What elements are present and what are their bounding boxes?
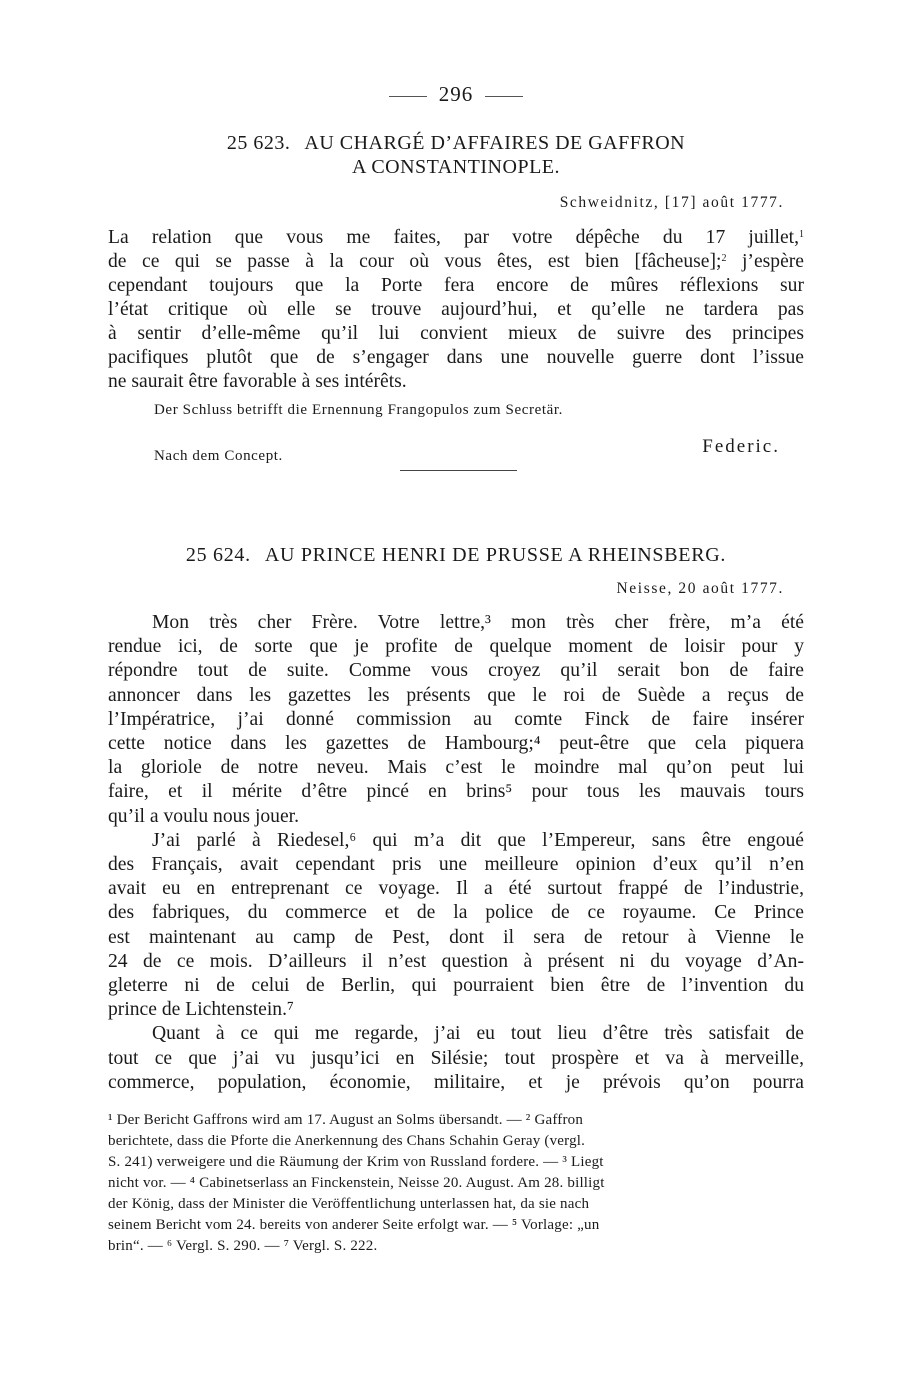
letter2-title-text: AU PRINCE HENRI DE PRUSSE A RHEINSBERG. bbox=[264, 544, 727, 566]
letter1-line-5: à sentir d’elle-même qu’il lui convient mieux de suivre des principes bbox=[108, 323, 804, 344]
footnotes bbox=[108, 1110, 804, 1257]
footnote-ref-2: 2 bbox=[721, 253, 727, 264]
letter2-line: prince de Lichtenstein.⁷ bbox=[108, 999, 294, 1021]
letter1-number: 25 623. bbox=[226, 132, 291, 154]
page-number-dash-left bbox=[389, 96, 427, 97]
letter2-line: répondre tout de suite. Comme vous croyez qu’il serait bon de faire bbox=[108, 660, 804, 682]
letter2-line: est maintenant au camp de Pest, dont il sera de retour à Vienne le bbox=[108, 926, 804, 948]
letter2-line: gleterre ni de celui de Berlin, qui pourraient bien être de l’invention du bbox=[108, 975, 804, 996]
letter2-line: tout ce que j’ai vu jusqu’ici en Silésie; tout prospère et va à merveille, bbox=[108, 1047, 804, 1069]
letter2-dateline: Neisse, 20 août 1777. bbox=[616, 580, 784, 597]
footnote-line: brin“. — ⁶ Vergl. S. 290. — ⁷ Vergl. S. 222. bbox=[108, 1238, 378, 1254]
letter2-line: annoncer dans les gazettes les présents que le roi de Suède a reçus de bbox=[108, 684, 804, 706]
letter2-line: rendue ici, de sorte que je profite de quelque moment de loisir pour y bbox=[108, 636, 804, 658]
letter1-note: Der Schluss betrifft die Ernennung Frangopulos zum Secretär. bbox=[154, 402, 563, 418]
letter1-source: Nach dem Concept. bbox=[154, 448, 283, 464]
letter2-line: Mon très cher Frère. Votre lettre,³ mon très cher frère, m’a été bbox=[152, 612, 804, 633]
page-number-text: 296 bbox=[438, 82, 474, 106]
page-number bbox=[108, 82, 804, 107]
footnote-line: nicht vor. — ⁴ Cabinetserlass an Finckenstein, Neisse 20. August. Am 28. billigt bbox=[108, 1175, 605, 1191]
footnote-line: S. 241) verweigere und die Räumung der Krim von Russland fordere. — ³ Liegt bbox=[108, 1154, 604, 1170]
letter2-line: Quant à ce qui me regarde, j’ai eu tout lieu d’être très satisfait de bbox=[152, 1023, 804, 1045]
letter2-line: des fabriques, du commerce et de la police de ce royaume. Ce Prince bbox=[108, 902, 804, 924]
letter2-line: des Français, avait cependant pris une meilleure opinion d’eux qu’il n’en bbox=[108, 854, 804, 875]
letter2-line: cette notice dans les gazettes de Hambourg;⁴ peut-être que cela piquera bbox=[108, 733, 804, 754]
letter1-dateline: Schweidnitz, [17] août 1777. bbox=[559, 194, 784, 211]
letter1-line-7: ne saurait être favorable à ses intérêts. bbox=[108, 371, 407, 392]
letter1-line-6: pacifiques plutôt que de s’engager dans une nouvelle guerre dont l’issue bbox=[108, 347, 804, 368]
letter1-line-2-tail: j’espère bbox=[741, 251, 804, 272]
letter1-title-line2: A CONSTANTINOPLE. bbox=[351, 156, 560, 178]
letter2-line: commerce, population, économie, militaire, et je prévois qu’on pourra bbox=[108, 1071, 804, 1093]
letter2-line: faire, et il mérite d’être pincé en brins⁵ pour tous les mauvais tours bbox=[108, 781, 804, 803]
letter2-line: la gloriole de notre neveu. Mais c’est le moindre mal qu’on peut lui bbox=[108, 757, 804, 779]
letter2-title bbox=[108, 543, 804, 567]
footnote-line: ¹ Der Bericht Gaffrons wird am 17. August an Solms übersandt. — ² Gaffron bbox=[108, 1112, 584, 1128]
section-divider bbox=[400, 470, 517, 471]
letter1-title-line1: AU CHARGÉ D’AFFAIRES DE GAFFRON bbox=[304, 132, 686, 154]
letter2-line: l’Impératrice, j’ai donné commission au comte Finck de faire insérer bbox=[108, 708, 804, 730]
page-number-dash-right bbox=[485, 96, 523, 97]
footnote-line: der König, dass der Minister die Veröffentlichung unterlassen hat, da sie nach bbox=[108, 1196, 590, 1212]
letter1-line-3: cependant toujours que la Porte fera encore de mûres réflexions sur bbox=[108, 275, 804, 296]
letter1-line-4: l’état critique où elle se trouve aujourd’hui, et qu’elle ne tardera pas bbox=[108, 299, 804, 320]
letter1-signature: Federic. bbox=[702, 436, 780, 457]
letter1-line-1-text: La relation que vous me faites, par votre dépêche du 17 juillet, bbox=[108, 227, 799, 248]
footnote-ref-1: 1 bbox=[799, 229, 804, 240]
footnote-line: seinem Bericht vom 24. bereits von anderer Seite erfolgt war. — ⁵ Vorlage: „un bbox=[108, 1217, 600, 1233]
letter2-line: J’ai parlé à Riedesel,⁶ qui m’a dit que l’Empereur, sans être engoué bbox=[152, 829, 804, 851]
letter2-number: 25 624. bbox=[185, 544, 251, 566]
letter1-line-1 bbox=[108, 226, 804, 250]
letter2-line: avait eu en entreprenant ce voyage. Il a été surtout frappé de l’industrie, bbox=[108, 878, 804, 900]
letter2-line: qu’il a voulu nous jouer. bbox=[108, 805, 300, 827]
footnote-line: berichtete, dass die Pforte die Anerkennung des Chans Schahin Geray (vergl. bbox=[108, 1133, 586, 1149]
letter1-title bbox=[108, 131, 804, 155]
letter1-line-2 bbox=[108, 250, 804, 274]
letter2-line: 24 de ce mois. D’ailleurs il n’est question à présent ni du voyage d’An- bbox=[108, 950, 804, 972]
letter1-line-2-text: de ce qui se passe à la cour où vous êtes, est bien [fâcheuse]; bbox=[108, 251, 722, 272]
